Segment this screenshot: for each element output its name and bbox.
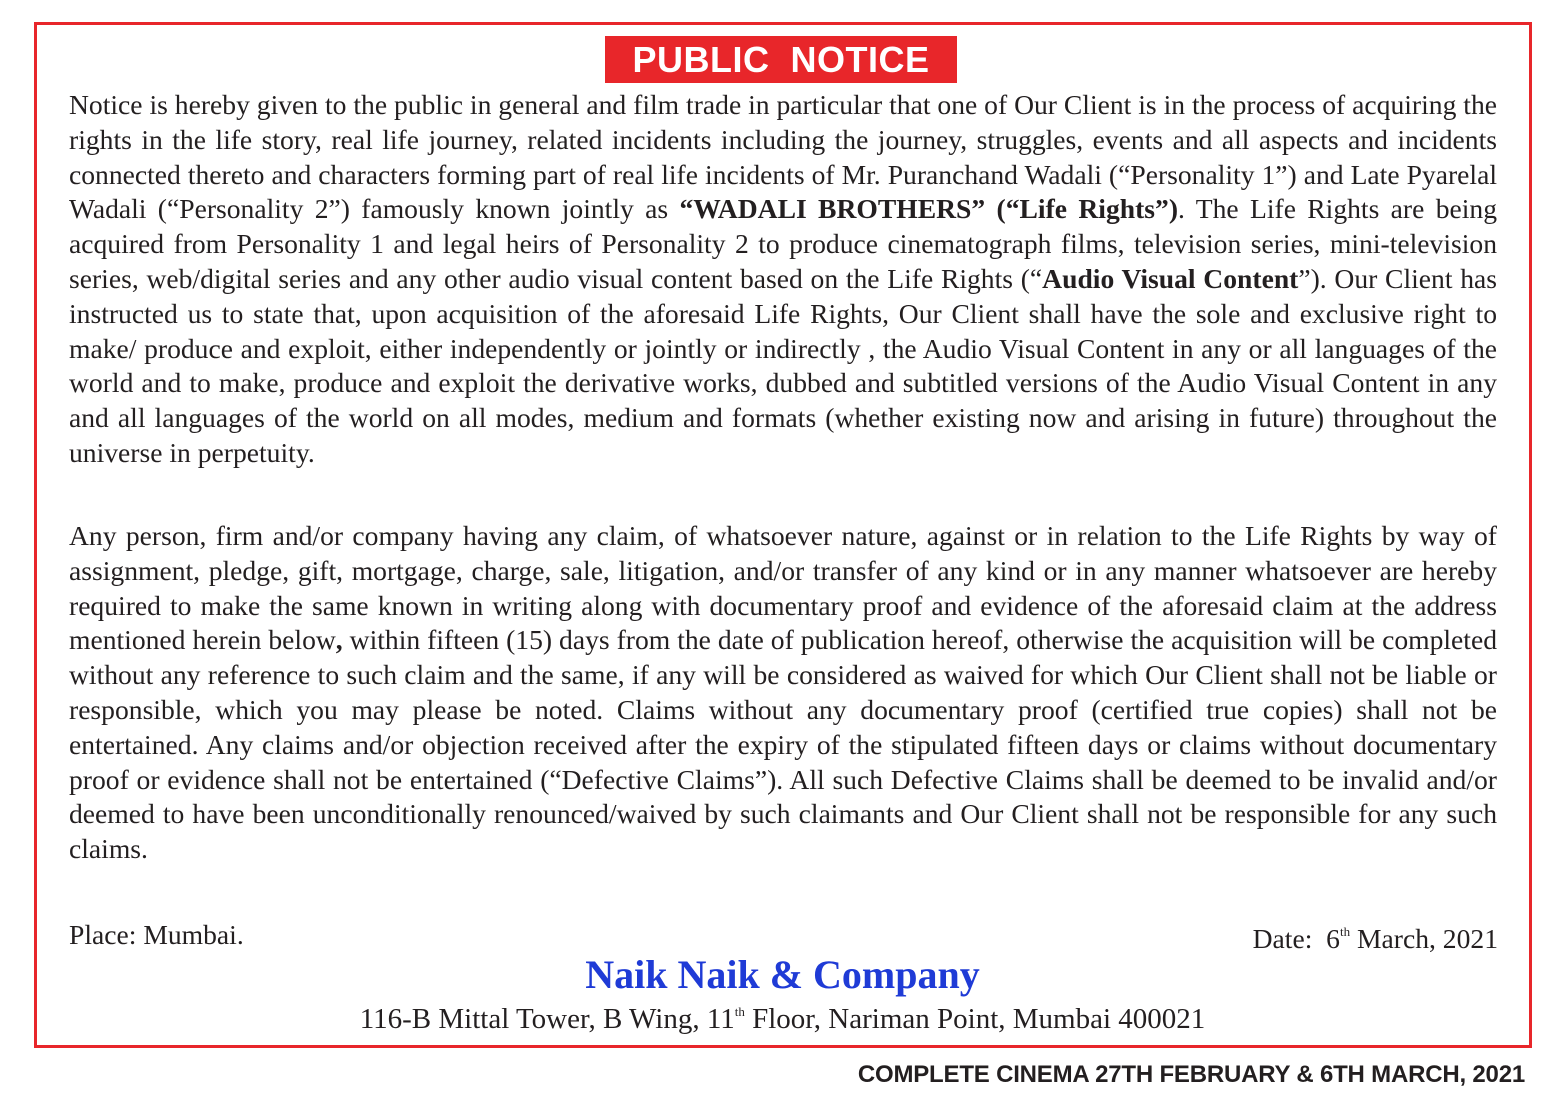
notice-paragraph-1 (69, 88, 1497, 471)
date-ordinal: th (1339, 924, 1351, 939)
publication-footer: COMPLETE CINEMA 27TH FEBRUARY & 6TH MARCH, 2021 (857, 1061, 1525, 1088)
paragraph-2-bold-a: , (335, 624, 343, 656)
paragraph-2-text-b: within fifteen (15) days from the date of publication hereof, otherwise the acquisition will be completed without any reference to such claim and the same, if any will be considered as waived for which Our Client shall not be liable or responsible, which you may please be noted. Claims without any documentary proof (certified true copies) shall not be entertained. Any claims and/or objection received after the expiry of the stipulated fifteen days or claims without documentary proof or evidence shall not be entertained (“Defective Claims”). All such Defective Claims shall be deemed to be invalid and/or deemed to have been unconditionally renounced/waived by such claimants and Our Client shall not be responsible for any such claims. (69, 624, 1497, 865)
notice-paragraph-2 (69, 519, 1497, 867)
date-suffix: March, 2021 (1350, 923, 1498, 954)
address-suffix: Floor, Nariman Point, Mumbai 400021 (744, 1003, 1206, 1035)
address-prefix: 116-B Mittal Tower, B Wing, 11 (359, 1003, 735, 1035)
address-ordinal: th (734, 1004, 745, 1019)
paragraph-1-bold-a: “WADALI BROTHERS” (“Life Rights”) (679, 193, 1179, 225)
place-line: Place: Mumbai. (69, 919, 244, 950)
paragraph-2-text-a: Any person, firm and/or company having any claim, of whatsoever nature, against or in relation to the Life Rights by way of assignment, pledge, gift, mortgage, charge, sale, litigation, and/or transfer of any kind or in any manner whatsoever are hereby required to make the same known in writing along with documentary proof and evidence of the aforesaid claim at the address mentioned herein below (69, 520, 1497, 656)
company-address (0, 1000, 1565, 1038)
notice-heading: PUBLIC NOTICE (605, 36, 957, 83)
paragraph-1-text-c: ”). Our Client has instructed us to state that, upon acquisition of the aforesaid Life Rights, Our Client shall have the sole and exclusive right to make/ produce and exploit, either independently or jointly or indirectly , the Audio Visual Content in any or all languages of the world and to make, produce and exploit the derivative works, dubbed and subtitled versions of the Audio Visual Content in any and all languages of the world on all modes, medium and formats (whether existing now and arising in future) throughout the universe in perpetuity. (69, 262, 1497, 468)
paragraph-1-bold-b: Audio Visual Content (1042, 262, 1299, 294)
paragraph-1-text-b: . The Life Rights are being acquired from Personality 1 and legal heirs of Personality 2 to produce cinematograph films, television series, mini-television series, web/digital series and any other audio visual content based on the Life Rights (“ (69, 193, 1497, 294)
paragraph-1-text-a: Notice is hereby given to the public in general and film trade in particular that one of Our Client is in the process of acquiring the rights in the life story, real life journey, related incidents including the journey, struggles, events and all aspects and incidents connected thereto and characters forming part of real life incidents of Mr. Puranchand Wadali (“Personality 1”) and Late Pyarelal Wadali (“Personality 2”) famously known jointly as (69, 89, 1497, 225)
date-prefix: Date: 6 (1252, 923, 1340, 954)
company-name: Naik Naik & Company (585, 952, 980, 997)
